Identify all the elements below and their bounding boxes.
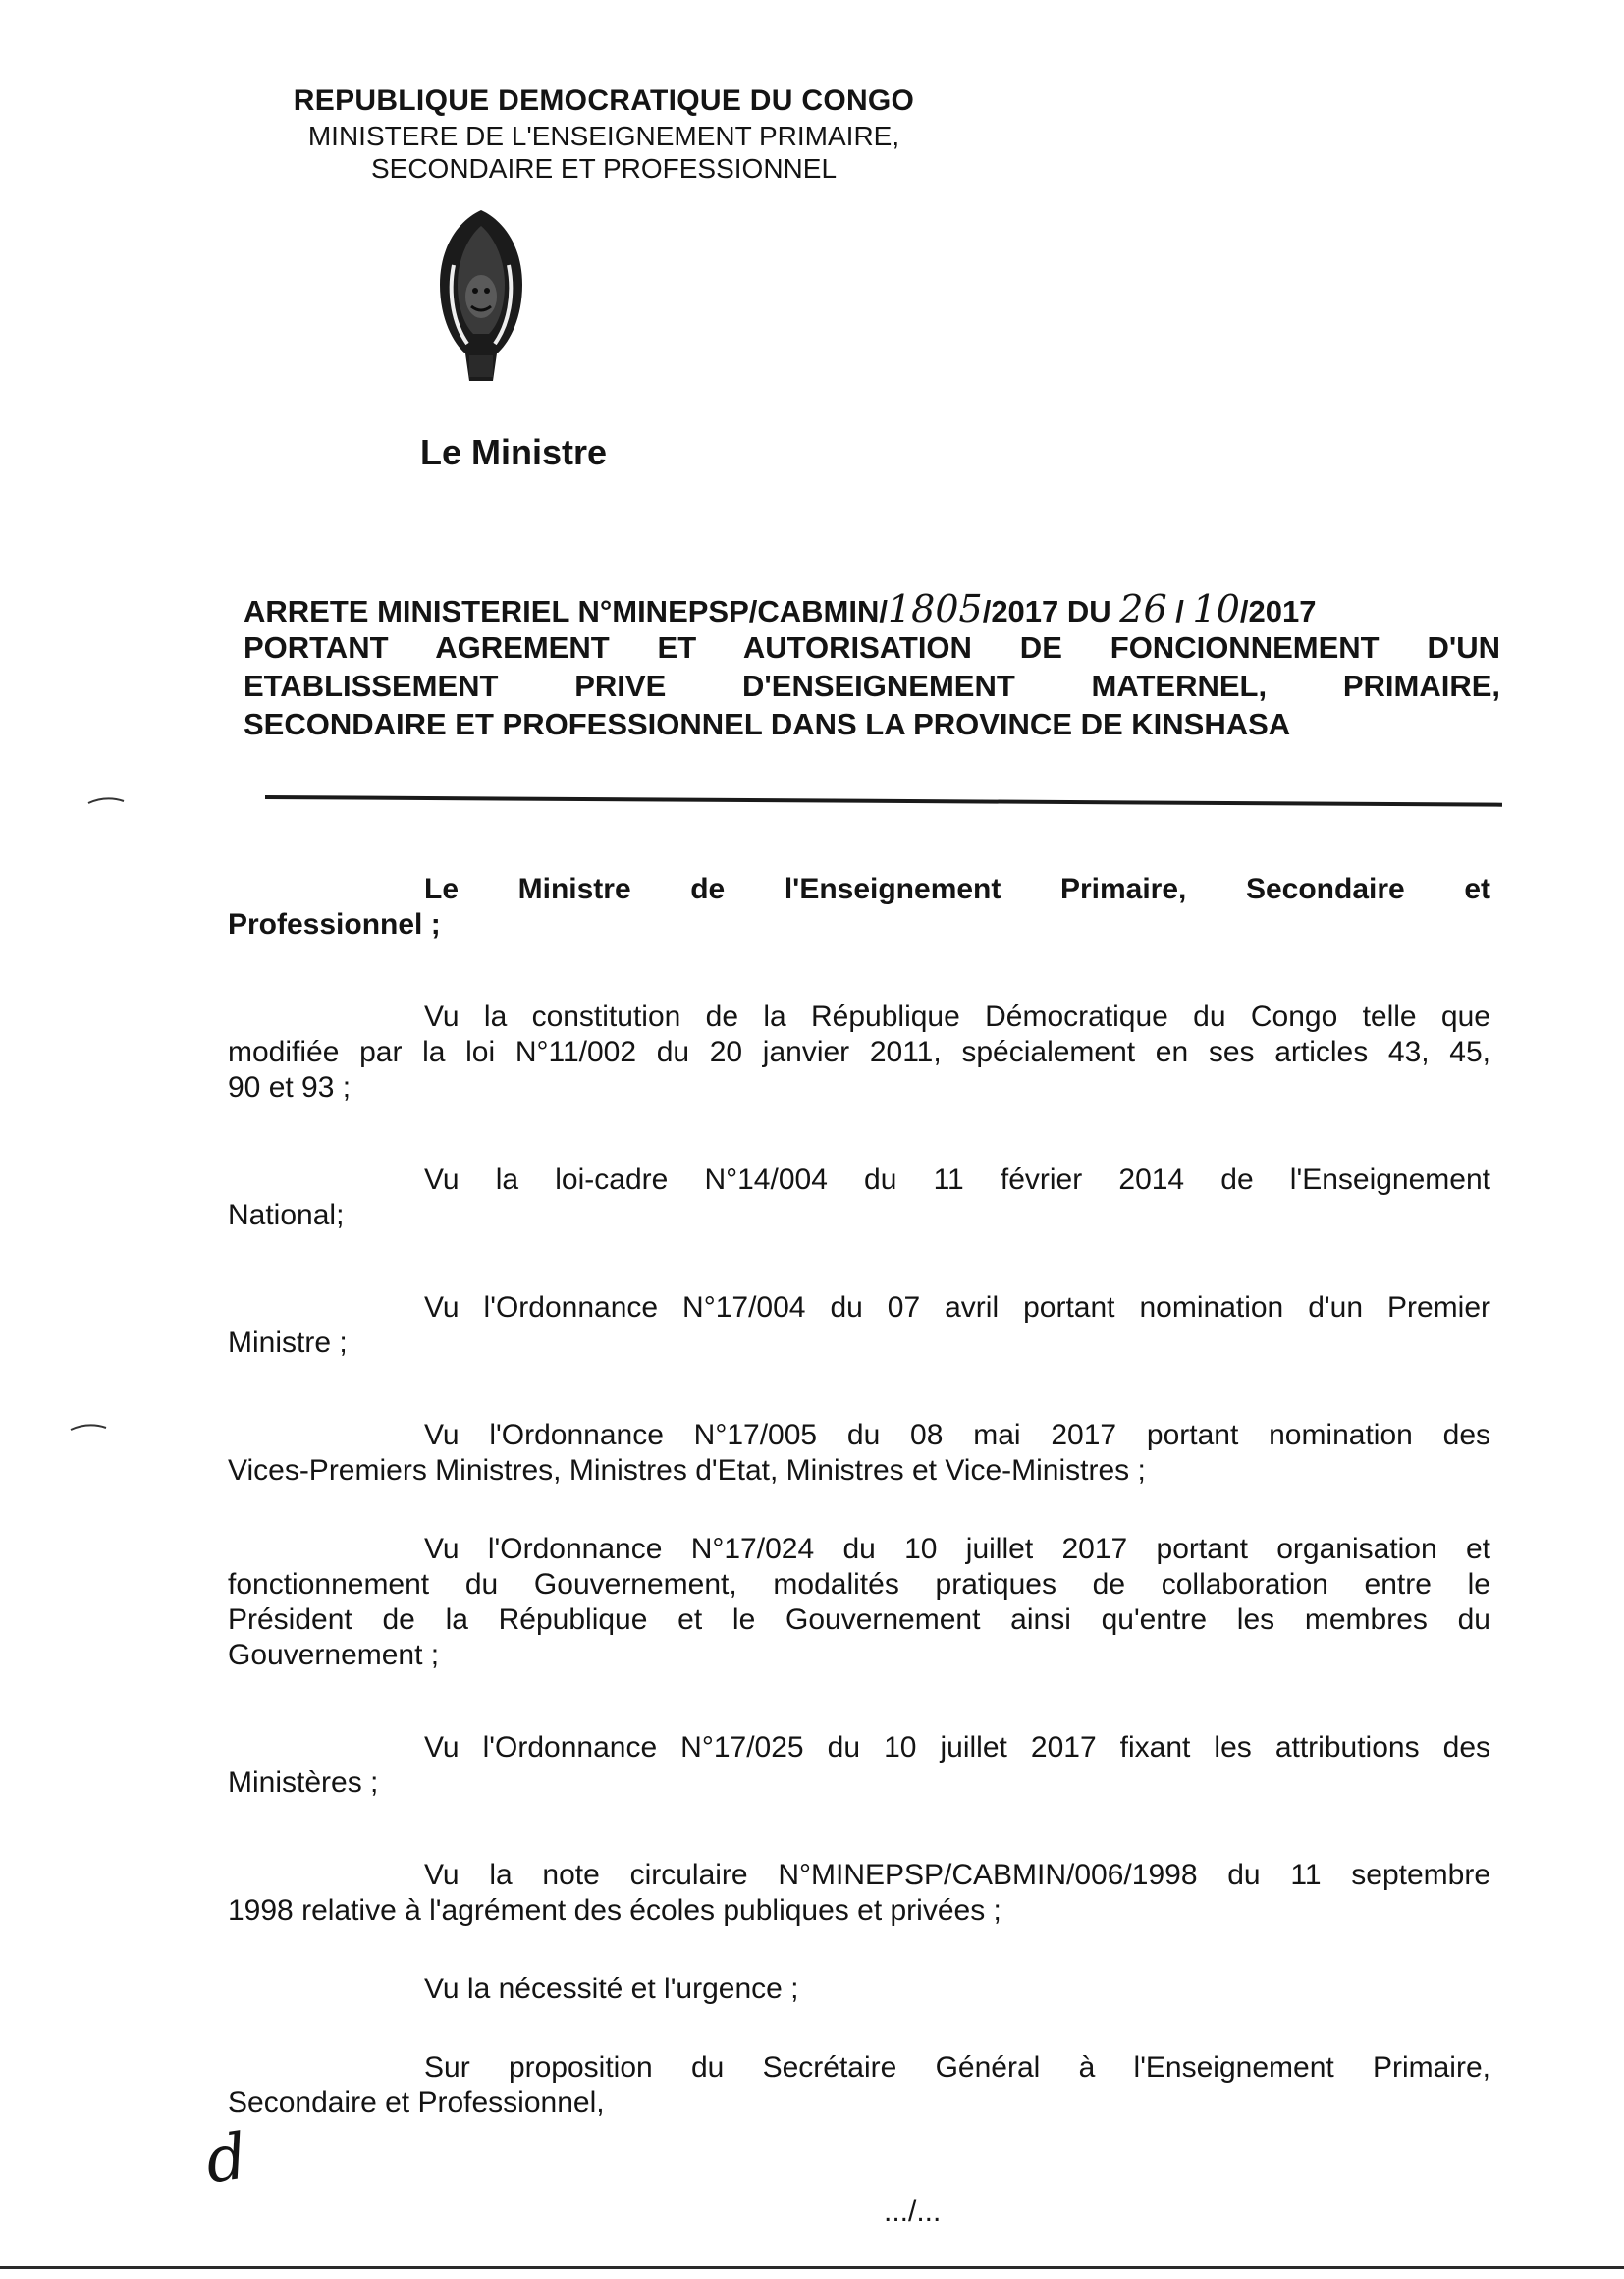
visa-ordonnance-025: Vu l'Ordonnance N°17/025 du 10 juillet 2017 fixant les attributions des xyxy=(424,1731,1490,1764)
visa-urgence: Vu la nécessité et l'urgence ; xyxy=(424,1973,799,2005)
decree-heading xyxy=(244,587,1500,743)
handwritten-initial: d xyxy=(201,2120,251,2198)
page-continuation-marker: .../... xyxy=(884,2196,942,2228)
country-name: REPUBLIQUE DEMOCRATIQUE DU CONGO xyxy=(293,84,915,117)
sur-proposition: Sur proposition du Secrétaire Général à l'Enseignement Primaire, xyxy=(424,2051,1490,2084)
visa-note-circulaire-l2: 1998 relative à l'agrément des écoles publiques et privées ; xyxy=(228,1894,1001,1926)
ministry-name-line1: MINISTERE DE L'ENSEIGNEMENT PRIMAIRE, xyxy=(307,121,900,151)
visa-ordonnance-024-l3: Président de la République et le Gouvernement ainsi qu'entre les membres du xyxy=(228,1603,1490,1636)
visa-ordonnance-024-l4: Gouvernement ; xyxy=(228,1639,440,1671)
visa-constitution-l2: modifiée par la loi N°11/002 du 20 janvier 2011, spécialement en ses articles 43, 45, xyxy=(228,1036,1490,1068)
visa-ordonnance-025-l2: Ministères ; xyxy=(228,1766,379,1799)
decree-date-year: /2017 xyxy=(1239,594,1317,628)
visa-loi-cadre-l2: National; xyxy=(228,1199,345,1231)
sur-proposition-l2: Secondaire et Professionnel, xyxy=(228,2087,605,2119)
decree-prefix: ARRETE MINISTERIEL N°MINEPSP/CABMIN/ xyxy=(244,594,888,628)
visa-ordonnance-024-l2: fonctionnement du Gouvernement, modalités pratiques de collaboration entre le xyxy=(228,1568,1490,1601)
decree-subject-line3: SECONDAIRE ET PROFESSIONNEL DANS LA PROVINCE DE KINSHASA xyxy=(244,707,1291,741)
heading-divider xyxy=(265,795,1502,807)
visa-note-circulaire: Vu la note circulaire N°MINEPSP/CABMIN/006/1998 du 11 septembre xyxy=(424,1859,1490,1891)
decree-body xyxy=(228,872,1490,2121)
visa-ordonnance-005-l2: Vices-Premiers Ministres, Ministres d'Etat, Ministres et Vice-Ministres ; xyxy=(228,1454,1146,1487)
coat-of-arms-emblem-icon xyxy=(432,206,530,393)
page-bottom-edge xyxy=(0,2266,1624,2269)
handwritten-decree-number: 1805 xyxy=(887,587,983,630)
decree-reference-line xyxy=(244,587,1500,628)
decree-subject-line2: ETABLISSEMENT PRIVE D'ENSEIGNEMENT MATERNEL, PRIMAIRE, xyxy=(244,669,1500,703)
visa-ordonnance-005: Vu l'Ordonnance N°17/005 du 08 mai 2017 portant nomination des xyxy=(424,1419,1490,1451)
visa-loi-cadre: Vu la loi-cadre N°14/004 du 11 février 2014 de l'Enseignement xyxy=(424,1164,1490,1196)
decree-subject-line1: PORTANT AGREMENT ET AUTORISATION DE FONCIONNEMENT D'UN xyxy=(244,630,1500,665)
visa-ordonnance-004: Vu l'Ordonnance N°17/004 du 07 avril portant nomination d'un Premier xyxy=(424,1291,1490,1324)
letterhead xyxy=(250,82,957,185)
date-separator: / xyxy=(1175,594,1184,628)
handwritten-day: 26 xyxy=(1119,587,1167,630)
scan-artifact-mark xyxy=(69,1420,108,1434)
visa-constitution-l3: 90 et 93 ; xyxy=(228,1071,352,1104)
visa-ordonnance-024: Vu l'Ordonnance N°17/024 du 10 juillet 2017 portant organisation et xyxy=(424,1533,1490,1565)
visa-ordonnance-004-l2: Ministre ; xyxy=(228,1327,348,1359)
scan-artifact-mark xyxy=(86,793,126,807)
ministry-name-line2: SECONDAIRE ET PROFESSIONNEL xyxy=(370,153,838,184)
handwritten-month: 10 xyxy=(1192,587,1240,630)
visa-constitution: Vu la constitution de la République Démocratique du Congo telle que xyxy=(424,1001,1490,1033)
preamble-minister-cont: Professionnel ; xyxy=(228,908,441,941)
preamble-minister: Le Ministre de l'Enseignement Primaire, Secondaire et xyxy=(424,873,1490,905)
minister-title: Le Ministre xyxy=(420,432,608,472)
decree-year: /2017 DU xyxy=(982,594,1111,628)
